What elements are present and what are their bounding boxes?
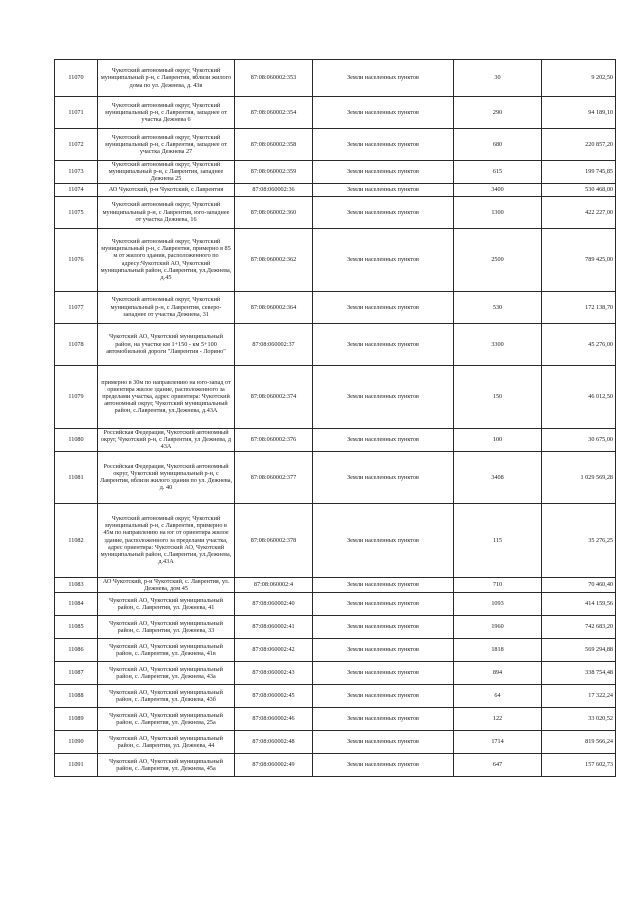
row-area: 122 — [454, 708, 542, 731]
table-row — [55, 685, 616, 708]
table-row — [55, 503, 616, 577]
row-cadastral-value: 70 460,40 — [542, 577, 616, 592]
row-land-category: Земли населенных пунктов — [313, 291, 454, 323]
row-number: 11079 — [55, 365, 98, 428]
row-address: Чукотский автономный округ, Чукотский муниципальный р-н, с Лаврентия, западнее от участка Дежнева 6 — [98, 97, 235, 129]
row-area: 2500 — [454, 228, 542, 291]
row-land-category: Земли населенных пунктов — [313, 129, 454, 161]
row-address: Чукотский автономный округ, Чукотский муниципальный р-н, с Лаврентия, северо-западнее от участка Дежнева, 31 — [98, 291, 235, 323]
row-number: 11083 — [55, 577, 98, 592]
row-land-category: Земли населенных пунктов — [313, 196, 454, 228]
row-cadastral-number: 87:08:060002:40 — [235, 593, 313, 616]
row-land-category: Земли населенных пунктов — [313, 323, 454, 365]
table-row — [55, 428, 616, 451]
row-address: Чукотский АО, Чукотский муниципальный район, с. Лаврентия, ул. Дежнева, 41 — [98, 593, 235, 616]
table-row — [55, 129, 616, 161]
row-cadastral-value: 46 012,50 — [542, 365, 616, 428]
row-land-category: Земли населенных пунктов — [313, 708, 454, 731]
row-number: 11086 — [55, 639, 98, 662]
land-plot-table — [54, 59, 616, 777]
row-area: 615 — [454, 161, 542, 184]
row-cadastral-number: 87:08:060002:358 — [235, 129, 313, 161]
row-cadastral-value: 789 425,00 — [542, 228, 616, 291]
row-address: Российская Федерация, Чукотский автономный округ, Чукотский муниципальный р-н, с Лаврентия, вблизи жилого здания по ул. Дежнева, д. 40 — [98, 451, 235, 503]
table-row — [55, 291, 616, 323]
row-land-category: Земли населенных пунктов — [313, 577, 454, 592]
row-area: 290 — [454, 97, 542, 129]
row-number: 11070 — [55, 60, 98, 97]
row-address: Чукотский АО, Чукотский муниципальный район, на участке км 1+150 - км 5+100 автомобильной дороги "Лаврентия - Лорино" — [98, 323, 235, 365]
table-row — [55, 183, 616, 196]
row-cadastral-number: 87:08:060002:378 — [235, 503, 313, 577]
row-cadastral-value: 35 276,25 — [542, 503, 616, 577]
row-land-category: Земли населенных пунктов — [313, 428, 454, 451]
row-address: Чукотский АО, Чукотский муниципальный район, с. Лаврентия, ул. Дежнева, 44 — [98, 731, 235, 754]
row-cadastral-number: 87:08:060002:360 — [235, 196, 313, 228]
row-number: 11088 — [55, 685, 98, 708]
row-cadastral-value: 45 276,00 — [542, 323, 616, 365]
row-area: 647 — [454, 754, 542, 777]
row-number: 11084 — [55, 593, 98, 616]
row-cadastral-number: 87:08:060002:377 — [235, 451, 313, 503]
row-cadastral-number: 87:08:060002:359 — [235, 161, 313, 184]
row-cadastral-value: 9 202,50 — [542, 60, 616, 97]
row-cadastral-value: 199 745,85 — [542, 161, 616, 184]
table-row — [55, 228, 616, 291]
row-cadastral-number: 87:08:060002:46 — [235, 708, 313, 731]
row-cadastral-value: 338 754,48 — [542, 662, 616, 685]
row-land-category: Земли населенных пунктов — [313, 685, 454, 708]
row-land-category: Земли населенных пунктов — [313, 60, 454, 97]
row-area: 115 — [454, 503, 542, 577]
row-cadastral-value: 414 159,56 — [542, 593, 616, 616]
row-cadastral-number: 87:08:060002:49 — [235, 754, 313, 777]
table-row — [55, 731, 616, 754]
row-address: Российская Федерация, Чукотский автономный округ, Чукотский р-н, с Лаврентия, ул Дежнева, д 43А — [98, 428, 235, 451]
row-cadastral-value: 422 227,00 — [542, 196, 616, 228]
table-row — [55, 708, 616, 731]
row-land-category: Земли населенных пунктов — [313, 451, 454, 503]
row-area: 894 — [454, 662, 542, 685]
table-row — [55, 196, 616, 228]
table-row — [55, 593, 616, 616]
row-area: 710 — [454, 577, 542, 592]
row-address: АО Чукотский, р-н Чукотский, с Лаврентия — [98, 183, 235, 196]
table-row — [55, 60, 616, 97]
table-row — [55, 323, 616, 365]
row-cadastral-number: 87:08:060002:4 — [235, 577, 313, 592]
row-cadastral-value: 157 602,73 — [542, 754, 616, 777]
row-number: 11087 — [55, 662, 98, 685]
row-cadastral-number: 87:08:060002:43 — [235, 662, 313, 685]
row-cadastral-value: 172 138,70 — [542, 291, 616, 323]
row-area: 3408 — [454, 451, 542, 503]
row-cadastral-number: 87:08:060002:353 — [235, 60, 313, 97]
row-cadastral-value: 530 468,00 — [542, 183, 616, 196]
row-cadastral-value: 1 029 569,28 — [542, 451, 616, 503]
row-area: 530 — [454, 291, 542, 323]
row-land-category: Земли населенных пунктов — [313, 616, 454, 639]
row-number: 11076 — [55, 228, 98, 291]
row-land-category: Земли населенных пунктов — [313, 365, 454, 428]
row-land-category: Земли населенных пунктов — [313, 161, 454, 184]
row-land-category: Земли населенных пунктов — [313, 503, 454, 577]
row-address: Чукотский автономный округ, Чукотский муниципальный р-н, с Лаврентия, примерно в 45м по направлению на юг от ориентира жилое здание, расположенного за пределами участка, адрес ориентира: Чукотский АО, Чукотский муниципальный район, с.Лаврентия, ул.Дежнева, д.43А — [98, 503, 235, 577]
table-row — [55, 639, 616, 662]
row-cadastral-value: 819 566,24 — [542, 731, 616, 754]
row-number: 11071 — [55, 97, 98, 129]
row-address: Чукотский АО, Чукотский муниципальный район, с. Лаврентия, ул. Дежнева, 43а — [98, 662, 235, 685]
row-area: 100 — [454, 428, 542, 451]
row-land-category: Земли населенных пунктов — [313, 662, 454, 685]
row-land-category: Земли населенных пунктов — [313, 183, 454, 196]
row-number: 11080 — [55, 428, 98, 451]
row-land-category: Земли населенных пунктов — [313, 754, 454, 777]
row-number: 11077 — [55, 291, 98, 323]
row-number: 11090 — [55, 731, 98, 754]
row-cadastral-number: 87:08:060002:376 — [235, 428, 313, 451]
row-area: 150 — [454, 365, 542, 428]
row-number: 11085 — [55, 616, 98, 639]
row-area: 1818 — [454, 639, 542, 662]
row-land-category: Земли населенных пунктов — [313, 593, 454, 616]
table-row — [55, 161, 616, 184]
row-cadastral-number: 87:08:060002:374 — [235, 365, 313, 428]
table-row — [55, 365, 616, 428]
row-number: 11081 — [55, 451, 98, 503]
row-number: 11091 — [55, 754, 98, 777]
table-row — [55, 97, 616, 129]
row-cadastral-value: 17 322,24 — [542, 685, 616, 708]
row-address: Чукотский автономный округ, Чукотский муниципальный р-н, с Лаврентия, вблизи жилого дома по ул. Дежнева, д. 43в — [98, 60, 235, 97]
row-area: 1300 — [454, 196, 542, 228]
table-row — [55, 451, 616, 503]
row-number: 11089 — [55, 708, 98, 731]
table-row — [55, 616, 616, 639]
row-address: Чукотский автономный округ, Чукотский муниципальный р-н, с Лаврентия, западнее от участка Дежнева 27 — [98, 129, 235, 161]
row-area: 3300 — [454, 323, 542, 365]
row-area: 680 — [454, 129, 542, 161]
row-address: примерно в 30м по направлению на юго-запад от ориентира жилое здание, расположенного за пределами участка, адрес ориентира: Чукотский автономный округ, Чукотский муниципальный район, с.Лаврентия, ул.Дежнева, д.43А — [98, 365, 235, 428]
row-address: Чукотский АО, Чукотский муниципальный район, с. Лаврентия, ул. Дежнева, 45а — [98, 754, 235, 777]
row-number: 11075 — [55, 196, 98, 228]
row-area: 30 — [454, 60, 542, 97]
row-cadastral-number: 87:08:060002:364 — [235, 291, 313, 323]
row-area: 1714 — [454, 731, 542, 754]
row-cadastral-value: 30 675,00 — [542, 428, 616, 451]
row-address: Чукотский автономный округ, Чукотский муниципальный р-н, с Лаврентия, примерно в 85 м от жилого здания, расположенного по адресу:Чукотский АО, Чукотский муниципальный район, с.Лаврентия, ул.Дежнева, д.45 — [98, 228, 235, 291]
row-number: 11074 — [55, 183, 98, 196]
row-land-category: Земли населенных пунктов — [313, 228, 454, 291]
row-cadastral-value: 569 294,88 — [542, 639, 616, 662]
row-area: 1960 — [454, 616, 542, 639]
row-number: 11078 — [55, 323, 98, 365]
row-cadastral-number: 87:08:060002:45 — [235, 685, 313, 708]
table-body — [55, 60, 616, 777]
row-land-category: Земли населенных пунктов — [313, 731, 454, 754]
row-number: 11073 — [55, 161, 98, 184]
row-cadastral-number: 87:08:060002:48 — [235, 731, 313, 754]
table-row — [55, 577, 616, 592]
row-cadastral-number: 87:08:060002:42 — [235, 639, 313, 662]
row-address: Чукотский АО, Чукотский муниципальный район, с. Лаврентия, ул. Дежнева, 43б — [98, 685, 235, 708]
row-cadastral-value: 33 020,52 — [542, 708, 616, 731]
row-address: Чукотский автономный округ, Чукотский муниципальный р-н, с Лаврентия, западнее Дежнева 25 — [98, 161, 235, 184]
row-cadastral-value: 742 683,20 — [542, 616, 616, 639]
row-cadastral-number: 87:08:060002:36 — [235, 183, 313, 196]
row-cadastral-value: 94 189,10 — [542, 97, 616, 129]
row-address: Чукотский автономный округ, Чукотский муниципальный р-н, с Лаврентия, юго-западнее от участка Дежнева, 16 — [98, 196, 235, 228]
row-address: АО Чукотский, р-н Чукотский, с. Лаврентия, ул. Дежнева, дом 45 — [98, 577, 235, 592]
row-land-category: Земли населенных пунктов — [313, 97, 454, 129]
row-cadastral-number: 87:08:060002:362 — [235, 228, 313, 291]
row-area: 3400 — [454, 183, 542, 196]
row-address: Чукотский АО, Чукотский муниципальный район, с. Лаврентия, ул. Дежнева, 33 — [98, 616, 235, 639]
row-number: 11072 — [55, 129, 98, 161]
row-cadastral-number: 87:08:060002:37 — [235, 323, 313, 365]
row-area: 64 — [454, 685, 542, 708]
row-area: 1093 — [454, 593, 542, 616]
row-cadastral-number: 87:08:060002:41 — [235, 616, 313, 639]
table-row — [55, 754, 616, 777]
row-number: 11082 — [55, 503, 98, 577]
row-cadastral-number: 87:08:060002:354 — [235, 97, 313, 129]
row-address: Чукотский АО, Чукотский муниципальный район, с. Лаврентия, ул. Дежнева, 41в — [98, 639, 235, 662]
table-row — [55, 662, 616, 685]
row-cadastral-value: 220 857,20 — [542, 129, 616, 161]
row-address: Чукотский АО, Чукотский муниципальный район, с. Лаврентия, ул. Дежнева, 25а — [98, 708, 235, 731]
row-land-category: Земли населенных пунктов — [313, 639, 454, 662]
